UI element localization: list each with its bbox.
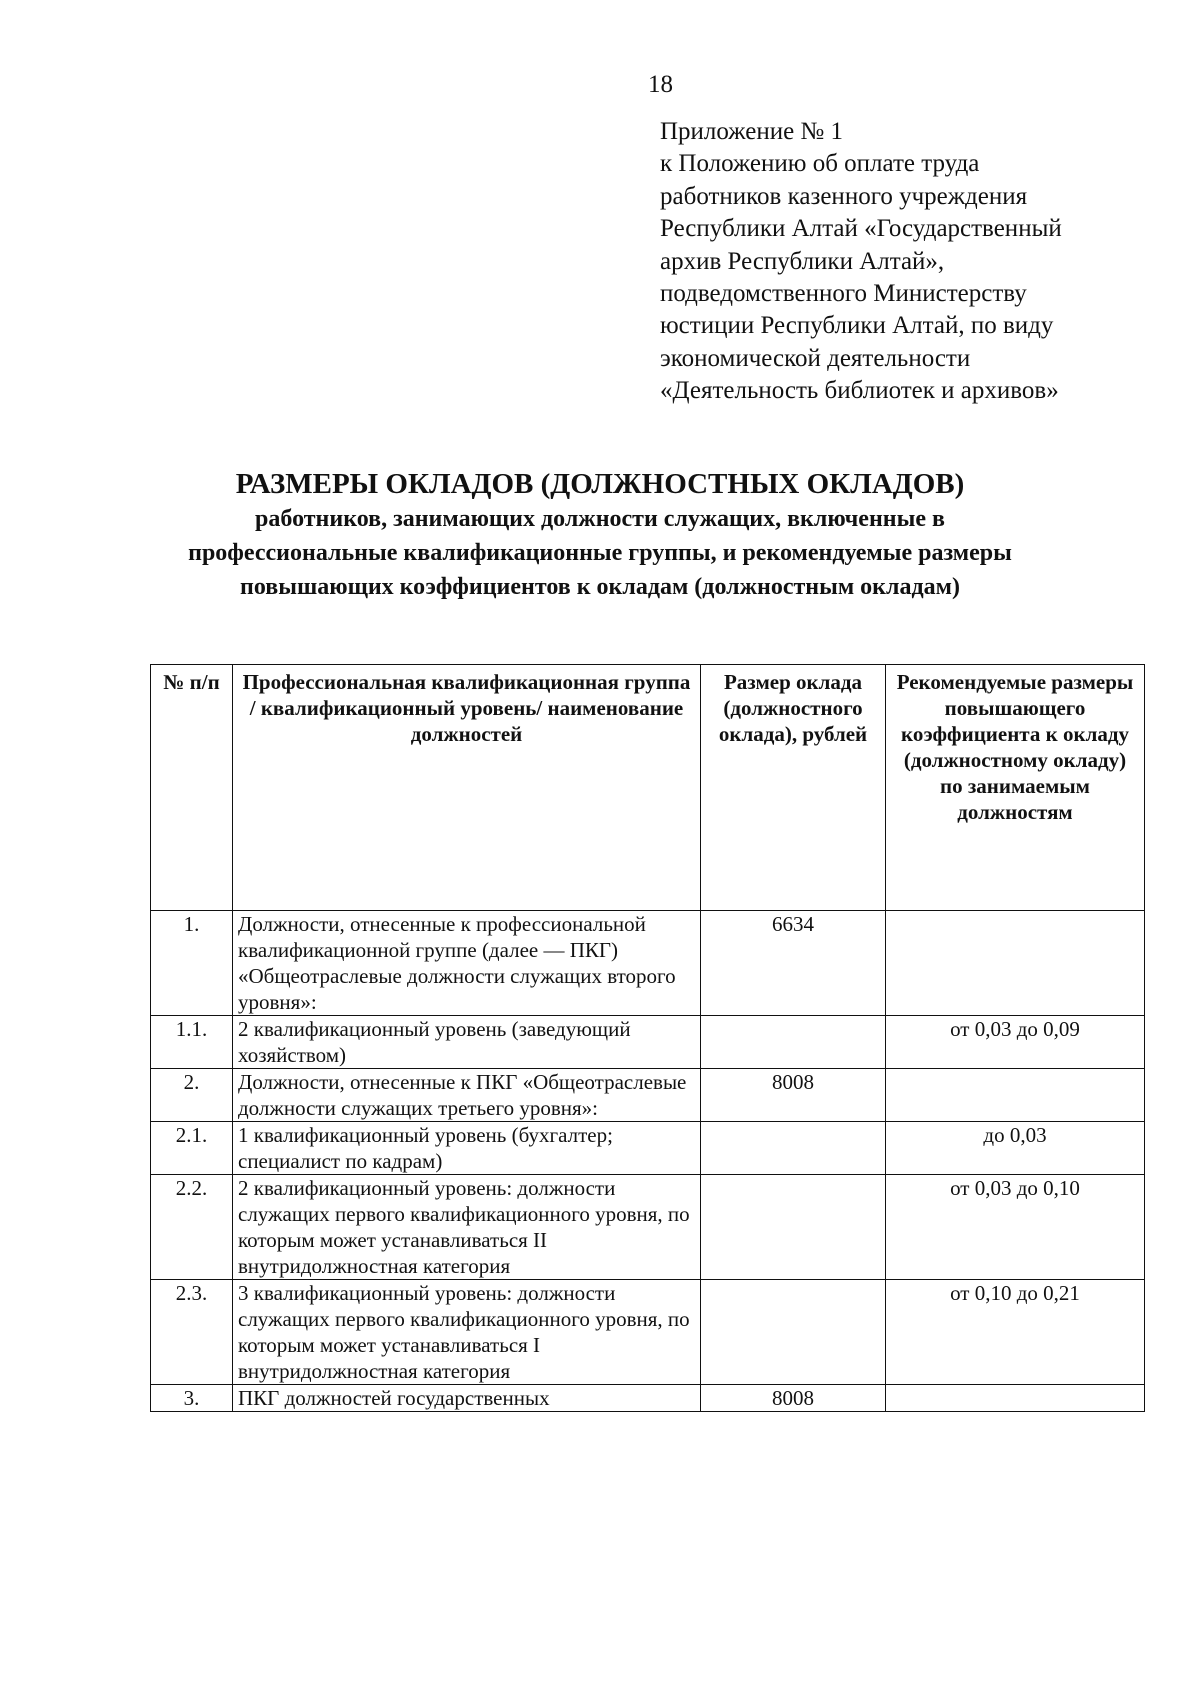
table-header-row	[151, 665, 1145, 911]
table-row	[151, 1280, 1145, 1385]
appendix-note	[660, 116, 1062, 408]
row-salary: 8008	[701, 1069, 886, 1122]
appendix-line: подведомственного Министерству	[660, 280, 1027, 308]
title-main: РАЗМЕРЫ ОКЛАДОВ (ДОЛЖНОСТНЫХ ОКЛАДОВ)	[235, 468, 965, 500]
appendix-line: Республики Алтай «Государственный	[660, 215, 1062, 243]
row-salary	[701, 1280, 886, 1385]
row-name: ПКГ должностей государственных	[233, 1385, 701, 1412]
row-num: 2.	[151, 1069, 233, 1122]
row-name: Должности, отнесенные к профессиональной квалификационной группе (далее — ПКГ) «Общеотраслевые должности служащих второго уровня»:	[233, 911, 701, 1016]
appendix-line: экономической деятельности	[660, 344, 971, 372]
row-salary	[701, 1016, 886, 1069]
table-row	[151, 1016, 1145, 1069]
header-salary: Размер оклада (должностного оклада), рублей	[701, 665, 886, 911]
header-name: Профессиональная квалификационная группа / квалификационный уровень/ наименование должностей	[233, 665, 701, 911]
header-num: № п/п	[151, 665, 233, 911]
title-subtitle	[0, 502, 1200, 604]
row-salary: 6634	[701, 911, 886, 1016]
appendix-line: работников казенного учреждения	[660, 182, 1028, 210]
row-num: 3.	[151, 1385, 233, 1412]
row-coef: до 0,03	[886, 1122, 1145, 1175]
appendix-line: юстиции Республики Алтай, по виду	[660, 312, 1054, 340]
title-sub-line: повышающих коэффициентов к окладам (должностным окладам)	[240, 574, 960, 600]
title-sub-line: работников, занимающих должности служащих, включенные в	[255, 506, 945, 532]
row-num: 1.	[151, 911, 233, 1016]
row-coef	[886, 1069, 1145, 1122]
table-row	[151, 1122, 1145, 1175]
appendix-line: «Деятельность библиотек и архивов»	[660, 377, 1059, 405]
row-name: 3 квалификационный уровень: должности служащих первого квалификационного уровня, по которым может устанавливаться I внутридолжностная категория	[233, 1280, 701, 1385]
row-salary: 8008	[701, 1385, 886, 1412]
row-coef: от 0,03 до 0,10	[886, 1175, 1145, 1280]
header-coef: Рекомендуемые размеры повышающего коэффициента к окладу (должностному окладу) по занимаемым должностям	[886, 665, 1145, 911]
row-coef	[886, 911, 1145, 1016]
table-row	[151, 1069, 1145, 1122]
row-coef: от 0,10 до 0,21	[886, 1280, 1145, 1385]
row-num: 2.3.	[151, 1280, 233, 1385]
appendix-line: архив Республики Алтай»,	[660, 247, 945, 275]
table-row	[151, 1385, 1145, 1412]
row-num: 2.1.	[151, 1122, 233, 1175]
table-row	[151, 911, 1145, 1016]
row-name: 1 квалификационный уровень (бухгалтер; специалист по кадрам)	[233, 1122, 701, 1175]
row-salary	[701, 1175, 886, 1280]
row-coef: от 0,03 до 0,09	[886, 1016, 1145, 1069]
row-name: 2 квалификационный уровень: должности служащих первого квалификационного уровня, по которым может устанавливаться II внутридолжностная категория	[233, 1175, 701, 1280]
table-row	[151, 1175, 1145, 1280]
appendix-line: Приложение № 1	[660, 118, 844, 145]
row-name: 2 квалификационный уровень (заведующий хозяйством)	[233, 1016, 701, 1069]
appendix-line: к Положению об оплате труда	[660, 150, 980, 178]
salary-table	[150, 664, 1145, 1412]
row-coef	[886, 1385, 1145, 1412]
row-name: Должности, отнесенные к ПКГ «Общеотраслевые должности служащих третьего уровня»:	[233, 1069, 701, 1122]
row-salary	[701, 1122, 886, 1175]
title-sub-line: профессиональные квалификационные группы, и рекомендуемые размеры	[188, 540, 1012, 566]
row-num: 1.1.	[151, 1016, 233, 1069]
page-number: 18	[648, 71, 673, 98]
row-num: 2.2.	[151, 1175, 233, 1280]
document-title	[0, 466, 1200, 604]
